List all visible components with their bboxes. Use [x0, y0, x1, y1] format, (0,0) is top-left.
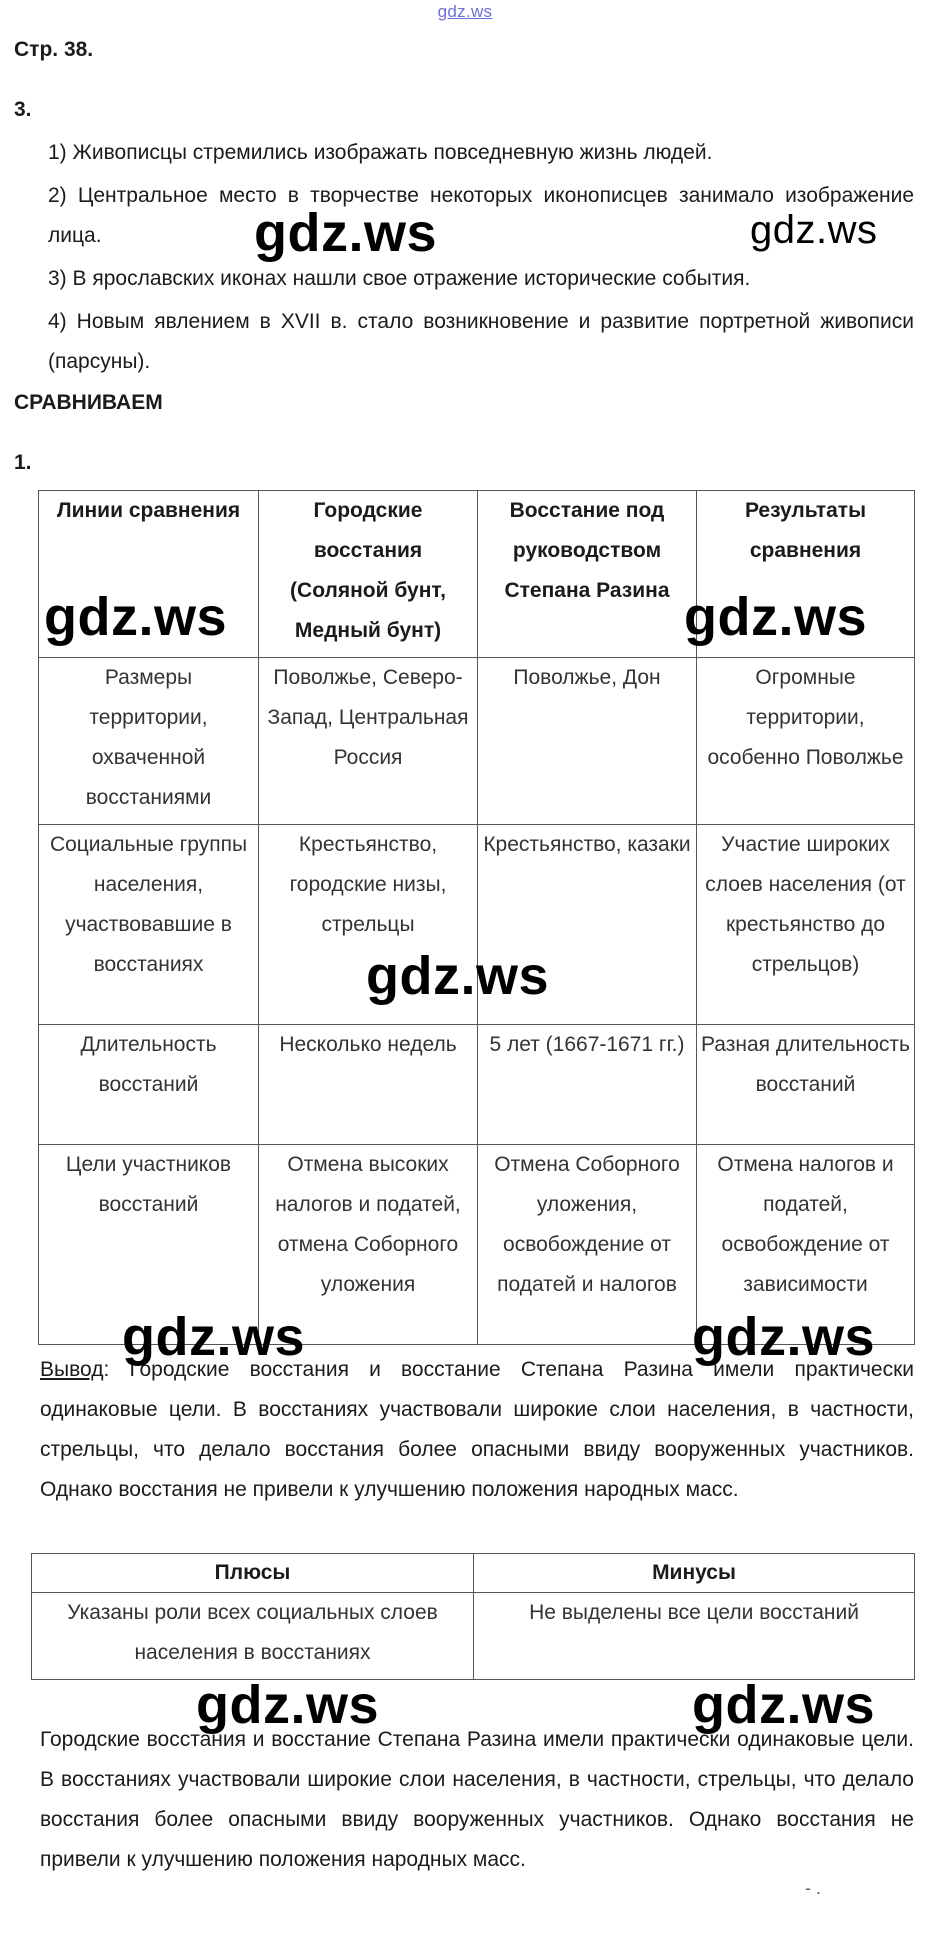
top-watermark: gdz.ws — [437, 2, 493, 21]
watermark-logo: gdz.ws — [684, 587, 868, 647]
watermark-logo: gdz.ws — [254, 203, 438, 263]
answer-item: 1) Живописцы стремились изображать повседневную жизнь людей. — [48, 141, 713, 164]
table-cell: Отмена высоких налогов и податей, отмена Соборного уложения — [259, 1145, 478, 1345]
pros-cons-table — [31, 1553, 915, 1680]
section-title: СРАВНИВАЕМ — [14, 391, 163, 414]
cons-cell: Не выделены все цели восстаний — [474, 1593, 915, 1680]
table-header-row — [32, 1554, 915, 1593]
watermark-logo: gdz.ws — [44, 587, 228, 647]
header-cell: Городские восстания (Соляной бунт, Медный бунт) — [259, 491, 478, 658]
pros-header: Плюсы — [32, 1554, 474, 1593]
answer-item: 3) В ярославских иконах нашли свое отражение исторические события. — [48, 267, 751, 290]
watermark-logo: gdz.ws — [122, 1307, 306, 1367]
watermark-logo: gdz.ws — [692, 1675, 876, 1735]
task-3-answers — [48, 133, 914, 385]
table-row — [32, 1593, 915, 1680]
table-cell: Поволжье, Дон — [478, 658, 697, 825]
table-cell: Огромные территории, особенно Поволжье — [697, 658, 915, 825]
watermark-logo: gdz.ws — [366, 946, 550, 1006]
table-cell: Участие широких слоев населения (от крестьянство до стрельцов) — [697, 825, 915, 1025]
header-cell: Результаты сравнения — [697, 491, 915, 658]
answer-item: 2) Центральное место в творчестве некоторых иконописцев занимало изображение лица. — [48, 184, 914, 247]
final-paragraph: Городские восстания и восстание Степана Разина имели практически одинаковые цели. В восстаниях участвовали широкие слои населения, в частности, стрельцы, что делало восстания более опасными ввиду вооруженных участников. Однако восстания не привели к улучшению положения народных масс. — [40, 1728, 914, 1871]
answer-item: 4) Новым явлением в XVII в. стало возникновение и развитие портретной живописи (парсуны). — [48, 310, 914, 373]
table-cell: Размеры территории, охваченной восстаниями — [39, 658, 259, 825]
header-cell: Линии сравнения — [39, 491, 259, 658]
table-cell: Поволжье, Северо-Запад, Центральная Россия — [259, 658, 478, 825]
table-cell: Длительность восстаний — [39, 1025, 259, 1145]
table-cell: Крестьянство, казаки — [478, 825, 697, 1025]
page-number-heading: Стр. 38. — [14, 38, 94, 61]
table-cell: Социальные группы населения, участвовавшие в восстаниях — [39, 825, 259, 1025]
table-cell: Отмена налогов и податей, освобождение от зависимости — [697, 1145, 915, 1345]
conclusion-text: : Городские восстания и восстание Степана Разина имели практически одинаковые цели. В восстаниях участвовали широкие слои населения, в частности, стрельцы, что делало восстания более опасными ввиду вооруженных участников. Однако восстания не привели к улучшению положения народных масс. — [40, 1358, 914, 1501]
footer-mark: - . — [805, 1878, 821, 1898]
task-3-number: 3. — [14, 98, 32, 121]
pros-cell: Указаны роли всех социальных слоев населения в восстаниях — [32, 1593, 474, 1680]
watermark-logo: gdz.ws — [692, 1307, 876, 1367]
watermark-logo: gdz.ws — [196, 1675, 380, 1735]
table-cell: Несколько недель — [259, 1025, 478, 1145]
cons-header: Минусы — [474, 1554, 915, 1593]
table-cell: 5 лет (1667-1671 гг.) — [478, 1025, 697, 1145]
conclusion-label: Вывод — [40, 1358, 104, 1381]
table-cell: Отмена Соборного уложения, освобождение от податей и налогов — [478, 1145, 697, 1345]
table-cell: Крестьянство, городские низы, стрельцы — [259, 825, 478, 1025]
table-row — [39, 1025, 915, 1145]
watermark-logo: gdz.ws — [750, 208, 878, 252]
table-row — [39, 658, 915, 825]
table-cell: Цели участников восстаний — [39, 1145, 259, 1345]
header-cell: Восстание под руководством Степана Разина — [478, 491, 697, 658]
conclusion-paragraph — [40, 1350, 914, 1510]
table-cell: Разная длительность восстаний — [697, 1025, 915, 1145]
task-1-number: 1. — [14, 451, 32, 474]
